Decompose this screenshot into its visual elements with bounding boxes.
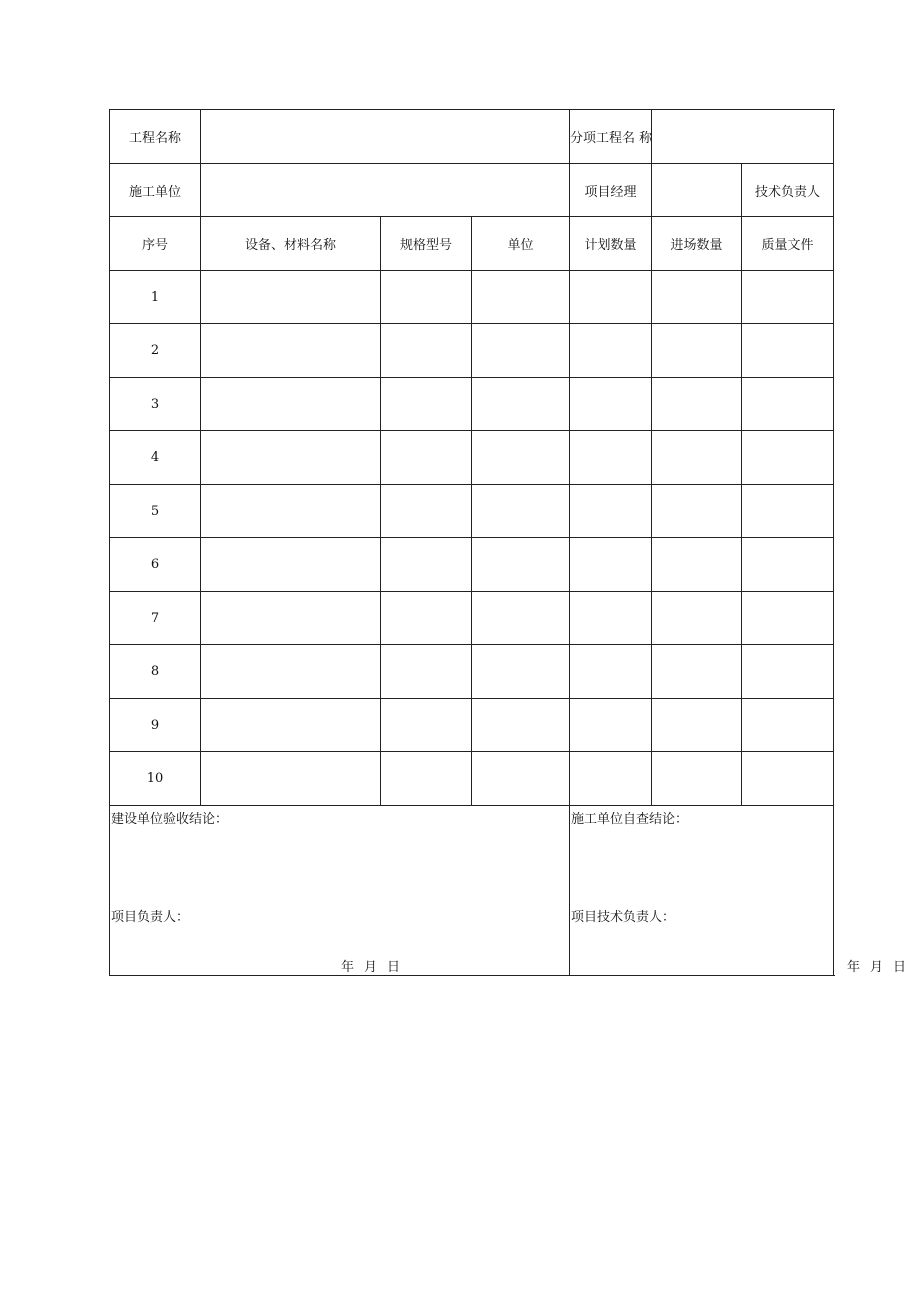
cell-planned-qty[interactable] — [570, 431, 652, 485]
material-entry-form — [109, 109, 907, 976]
cell-arrived-qty[interactable] — [652, 485, 742, 538]
cell-planned-qty[interactable] — [570, 538, 652, 592]
cell-arrived-qty[interactable] — [652, 431, 742, 485]
cell-unit[interactable] — [472, 271, 570, 324]
row-number: 2 — [110, 324, 201, 378]
row-number: 4 — [110, 431, 201, 485]
contractor-date-line — [847, 956, 906, 975]
year-label: 年 — [341, 960, 355, 975]
cell-spec[interactable] — [381, 378, 472, 431]
cell-quality-docs[interactable] — [742, 431, 834, 485]
month-label: 月 — [364, 960, 378, 975]
row-number: 9 — [110, 699, 201, 752]
cell-planned-qty[interactable] — [570, 324, 652, 378]
cell-arrived-qty[interactable] — [652, 538, 742, 592]
table-row — [110, 699, 834, 752]
row-number: 5 — [110, 485, 201, 538]
cell-unit[interactable] — [472, 699, 570, 752]
cell-arrived-qty[interactable] — [652, 324, 742, 378]
cell-name[interactable] — [201, 752, 381, 806]
cell-planned-qty[interactable] — [570, 271, 652, 324]
header-row-project — [110, 110, 834, 164]
cell-quality-docs[interactable] — [742, 538, 834, 592]
month-label: 月 — [870, 960, 884, 975]
contractor-signer-label: 项目技术负责人： — [571, 910, 676, 925]
column-header-planned-qty: 计划数量 — [570, 217, 652, 271]
cell-spec[interactable] — [381, 538, 472, 592]
cell-planned-qty[interactable] — [570, 485, 652, 538]
cell-arrived-qty[interactable] — [652, 645, 742, 699]
cell-name[interactable] — [201, 431, 381, 485]
cell-quality-docs[interactable] — [742, 324, 834, 378]
cell-name[interactable] — [201, 485, 381, 538]
contractor-field[interactable] — [201, 164, 570, 217]
subproject-name-label: 分项工程名 称 — [570, 110, 652, 164]
row-number: 3 — [110, 378, 201, 431]
cell-spec[interactable] — [381, 271, 472, 324]
cell-quality-docs[interactable] — [742, 645, 834, 699]
cell-planned-qty[interactable] — [570, 699, 652, 752]
cell-name[interactable] — [201, 271, 381, 324]
cell-unit[interactable] — [472, 324, 570, 378]
contractor-conclusion-box[interactable] — [570, 806, 907, 976]
conclusion-row — [110, 806, 834, 976]
cell-spec[interactable] — [381, 645, 472, 699]
cell-name[interactable] — [201, 378, 381, 431]
cell-arrived-qty[interactable] — [652, 592, 742, 645]
table-row — [110, 645, 834, 699]
cell-planned-qty[interactable] — [570, 378, 652, 431]
cell-unit[interactable] — [472, 431, 570, 485]
cell-name[interactable] — [201, 324, 381, 378]
cell-quality-docs[interactable] — [742, 485, 834, 538]
project-name-field[interactable] — [201, 110, 570, 164]
table-row — [110, 538, 834, 592]
cell-planned-qty[interactable] — [570, 645, 652, 699]
table-row — [110, 378, 834, 431]
row-number: 7 — [110, 592, 201, 645]
cell-quality-docs[interactable] — [742, 752, 834, 806]
table-row — [110, 592, 834, 645]
owner-signer-label: 项目负责人： — [111, 910, 190, 925]
column-header-spec: 规格型号 — [381, 217, 472, 271]
cell-quality-docs[interactable] — [742, 271, 834, 324]
column-header-name: 设备、材料名称 — [201, 217, 381, 271]
day-label: 日 — [893, 960, 907, 975]
cell-unit[interactable] — [472, 538, 570, 592]
cell-arrived-qty[interactable] — [652, 271, 742, 324]
tech-lead-label: 技术负责人 — [742, 164, 834, 217]
cell-arrived-qty[interactable] — [652, 699, 742, 752]
cell-arrived-qty[interactable] — [652, 752, 742, 806]
owner-conclusion-box[interactable] — [110, 806, 570, 976]
cell-unit[interactable] — [472, 592, 570, 645]
cell-arrived-qty[interactable] — [652, 378, 742, 431]
project-name-label: 工程名称 — [110, 110, 201, 164]
contractor-conclusion-heading: 施工单位自查结论： — [571, 812, 689, 827]
cell-quality-docs[interactable] — [742, 378, 834, 431]
cell-unit[interactable] — [472, 485, 570, 538]
column-header-row — [110, 217, 834, 271]
cell-planned-qty[interactable] — [570, 592, 652, 645]
cell-spec[interactable] — [381, 752, 472, 806]
year-label: 年 — [847, 960, 861, 975]
table-row — [110, 271, 834, 324]
owner-conclusion-heading: 建设单位验收结论： — [111, 812, 229, 827]
column-header-unit: 单位 — [472, 217, 570, 271]
cell-name[interactable] — [201, 538, 381, 592]
cell-unit[interactable] — [472, 645, 570, 699]
day-label: 日 — [387, 960, 401, 975]
row-number: 8 — [110, 645, 201, 699]
project-manager-field[interactable] — [652, 164, 742, 217]
cell-spec[interactable] — [381, 431, 472, 485]
cell-quality-docs[interactable] — [742, 592, 834, 645]
contractor-label: 施工单位 — [110, 164, 201, 217]
row-number: 6 — [110, 538, 201, 592]
table-row — [110, 324, 834, 378]
cell-name[interactable] — [201, 699, 381, 752]
cell-name[interactable] — [201, 592, 381, 645]
table-row — [110, 752, 834, 806]
row-number: 10 — [110, 752, 201, 806]
owner-date-line — [341, 956, 400, 975]
cell-planned-qty[interactable] — [570, 752, 652, 806]
cell-spec[interactable] — [381, 485, 472, 538]
cell-name[interactable] — [201, 645, 381, 699]
table-row — [110, 485, 834, 538]
subproject-name-field[interactable] — [652, 110, 834, 164]
cell-quality-docs[interactable] — [742, 699, 834, 752]
column-header-quality-docs: 质量文件 — [742, 217, 834, 271]
cell-spec[interactable] — [381, 324, 472, 378]
column-header-no: 序号 — [110, 217, 201, 271]
project-manager-label: 项目经理 — [570, 164, 652, 217]
header-row-contractor — [110, 164, 834, 217]
cell-spec[interactable] — [381, 592, 472, 645]
row-number: 1 — [110, 271, 201, 324]
cell-unit[interactable] — [472, 378, 570, 431]
cell-spec[interactable] — [381, 699, 472, 752]
column-header-arrived-qty: 进场数量 — [652, 217, 742, 271]
cell-unit[interactable] — [472, 752, 570, 806]
table-row — [110, 431, 834, 485]
